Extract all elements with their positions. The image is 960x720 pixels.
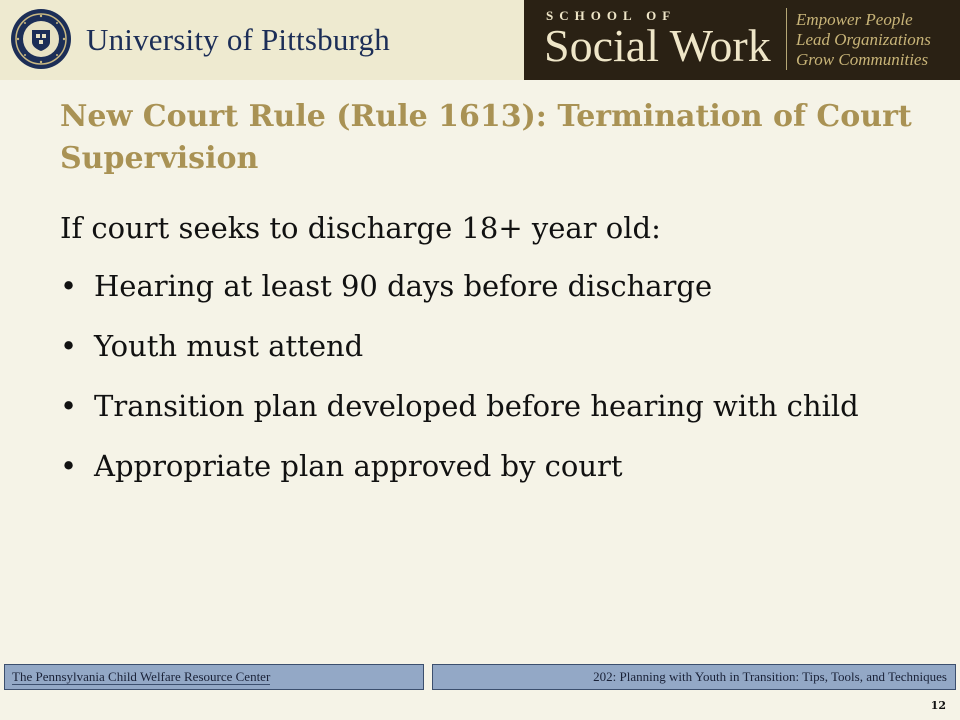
list-item <box>60 446 890 486</box>
page-number: 12 <box>930 699 946 712</box>
tagline-line: Grow Communities <box>796 50 929 69</box>
list-item <box>60 266 890 306</box>
bullet-list <box>60 266 890 486</box>
banner-divider <box>786 8 787 70</box>
footer-course <box>432 664 956 690</box>
tagline-line: Lead Organizations <box>796 30 931 49</box>
university-name: University of Pittsburgh <box>86 22 390 57</box>
tagline-line: Empower People <box>796 10 913 29</box>
slide-body <box>60 208 890 506</box>
bullet-icon: • <box>60 389 78 423</box>
list-item-text: Transition plan developed before hearing with child <box>94 389 859 423</box>
list-item <box>60 326 890 366</box>
bullet-icon: • <box>60 449 78 483</box>
bullet-icon: • <box>60 269 78 303</box>
header-banner <box>0 0 960 80</box>
university-banner <box>0 0 524 80</box>
list-item-text: Appropriate plan approved by court <box>94 449 623 483</box>
lead-text: If court seeks to discharge 18+ year old: <box>60 211 661 245</box>
school-banner <box>524 0 960 80</box>
university-seal-icon <box>10 8 72 70</box>
footer-organization-link[interactable]: The Pennsylvania Child Welfare Resource Center <box>12 669 271 684</box>
footer-course-title: 202: Planning with Youth in Transition: Tips, Tools, and Techniques <box>593 669 947 684</box>
list-item-text: Youth must attend <box>94 329 364 363</box>
bullet-icon: • <box>60 329 78 363</box>
list-item-text: Hearing at least 90 days before discharge <box>94 269 713 303</box>
footer-organization <box>4 664 424 690</box>
school-name: Social Work <box>544 20 771 71</box>
list-item <box>60 386 890 426</box>
slide-title: New Court Rule (Rule 1613): Termination of Court Supervision <box>60 99 912 176</box>
school-of-label: SCHOOL OF <box>546 8 677 23</box>
school-tagline <box>796 10 931 70</box>
